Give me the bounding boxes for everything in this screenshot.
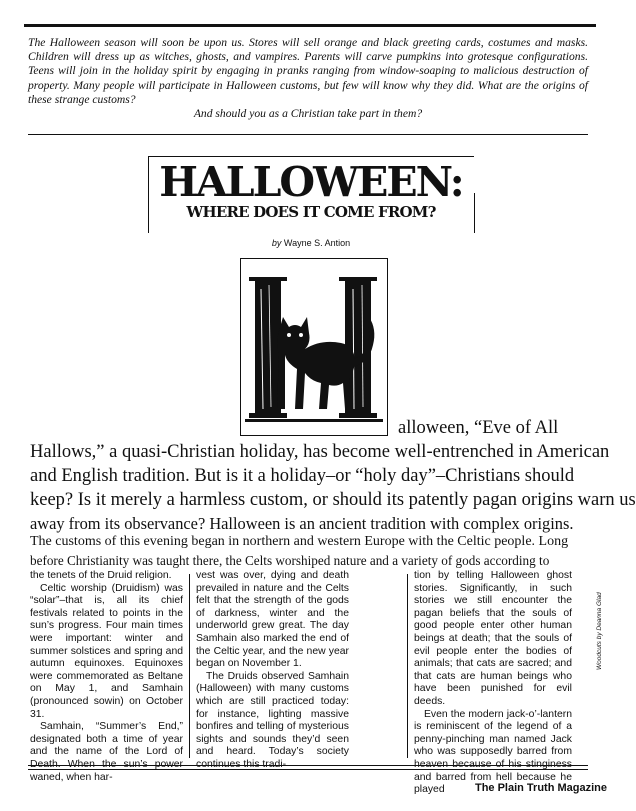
col1-paragraph-2: Celtic worship (Druidism) was “solar”–that is, all its chief festivals related to points in the sun’s progress. Four main times were important: winter and summer solstices and spring and autumn equinoxes. Equinoxes were commemorated as Beltane on May 1, and Samhain (pronounced sowin) on October 31. bbox=[30, 582, 183, 720]
magazine-name: The Plain Truth Magazine bbox=[474, 782, 607, 794]
lead-line-5: away from its observance? Halloween is an ancient tradition with complex origins. bbox=[30, 514, 574, 533]
intro-text: The Halloween season will soon be upon us. Stores will sell orange and black greeting cards, costumes and masks. Children will dress up as witches, ghosts, and vampires. Parents will carve pumpkins into grotesque configurations. Teens will join in the holiday spirit by engaging in pranks ranging from window-soaping to malicious destruction of property. Many people will participate in Halloween customs, but few will know why they did. What are the origins of these strange customs? bbox=[28, 36, 588, 106]
bottom-rule bbox=[28, 765, 588, 766]
woodcut-credit: Woodcuts by Deanna Glad bbox=[596, 592, 603, 670]
col2-paragraph-2: The Druids observed Samhain (Halloween) with many customs which are still practiced today: for instance, lighting massive bonfires and telling of mysterious sights and sounds they’d seen and heard. Today’s society bbox=[196, 670, 349, 758]
lead-line-2: Hallows,” a quasi-Christian holiday, has become well-entrenched in American bbox=[30, 442, 610, 462]
col3-paragraph-2: Even the modern jack-o’-lantern is reminiscent of the legend of a penny-pinching man named Jack who was supposedly barred from and barred from hell because he played bbox=[414, 708, 572, 796]
lead-line-3: and English tradition. But is it a holiday–or “holy day”–Christians should bbox=[30, 466, 575, 486]
drop-cap-woodcut bbox=[240, 258, 388, 436]
byline bbox=[150, 238, 472, 248]
byline-prefix: by bbox=[271, 238, 282, 248]
body-column-2 bbox=[196, 570, 349, 760]
intro-paragraph bbox=[28, 36, 588, 121]
article-title: HALLOWEEN: bbox=[159, 158, 463, 206]
lead-line-4: keep? Is it merely a harmless custom, or should its patently pagan origins warn us bbox=[30, 490, 636, 510]
lead-line-1: alloween, “Eve of All bbox=[398, 418, 559, 438]
col2-paragraph-1: vest was over, dying and death prevailed in nature and the Celts felt that the strength of the gods of darkness, winter and the underworld grew great. The day Samhain also marked the end of the Celtic year, and the new year began on November 1. bbox=[196, 570, 349, 670]
col3-paragraph-1: tion by telling Halloween ghost stories. Significantly, in such stories we still encounter the pagan beliefs that the souls of good people enter other human beings at death; that the souls of evil people enter the bodies of animals; that cats are sacred; and that cats are human beings who have been punished for evil deeds. bbox=[414, 570, 572, 707]
black-cat-icon bbox=[241, 259, 387, 435]
bottom-rule bbox=[28, 769, 588, 770]
lead-line-7: before Christianity was taught there, the Celts worshiped nature and a variety of gods according to bbox=[30, 553, 550, 568]
top-rule bbox=[24, 24, 596, 27]
col1-paragraph-1: the tenets of the Druid religion. bbox=[30, 570, 172, 581]
column-divider bbox=[189, 574, 190, 758]
body-column-1 bbox=[30, 570, 183, 783]
intro-closing: And should you as a Christian take part in them? bbox=[193, 107, 423, 121]
column-divider bbox=[407, 574, 408, 758]
col1-paragraph-3: Samhain, “Summer’s End,” designated both a time of year and the name of the Lord of waned, when har- bbox=[30, 721, 183, 783]
author-name: Wayne S. Antion bbox=[283, 238, 351, 248]
lead-line-6: The customs of this evening began in northern and western Europe with the Celtic people. Long bbox=[30, 534, 569, 549]
article-subtitle: WHERE DOES IT COME FROM? bbox=[186, 203, 436, 221]
intro-rule bbox=[28, 134, 588, 135]
